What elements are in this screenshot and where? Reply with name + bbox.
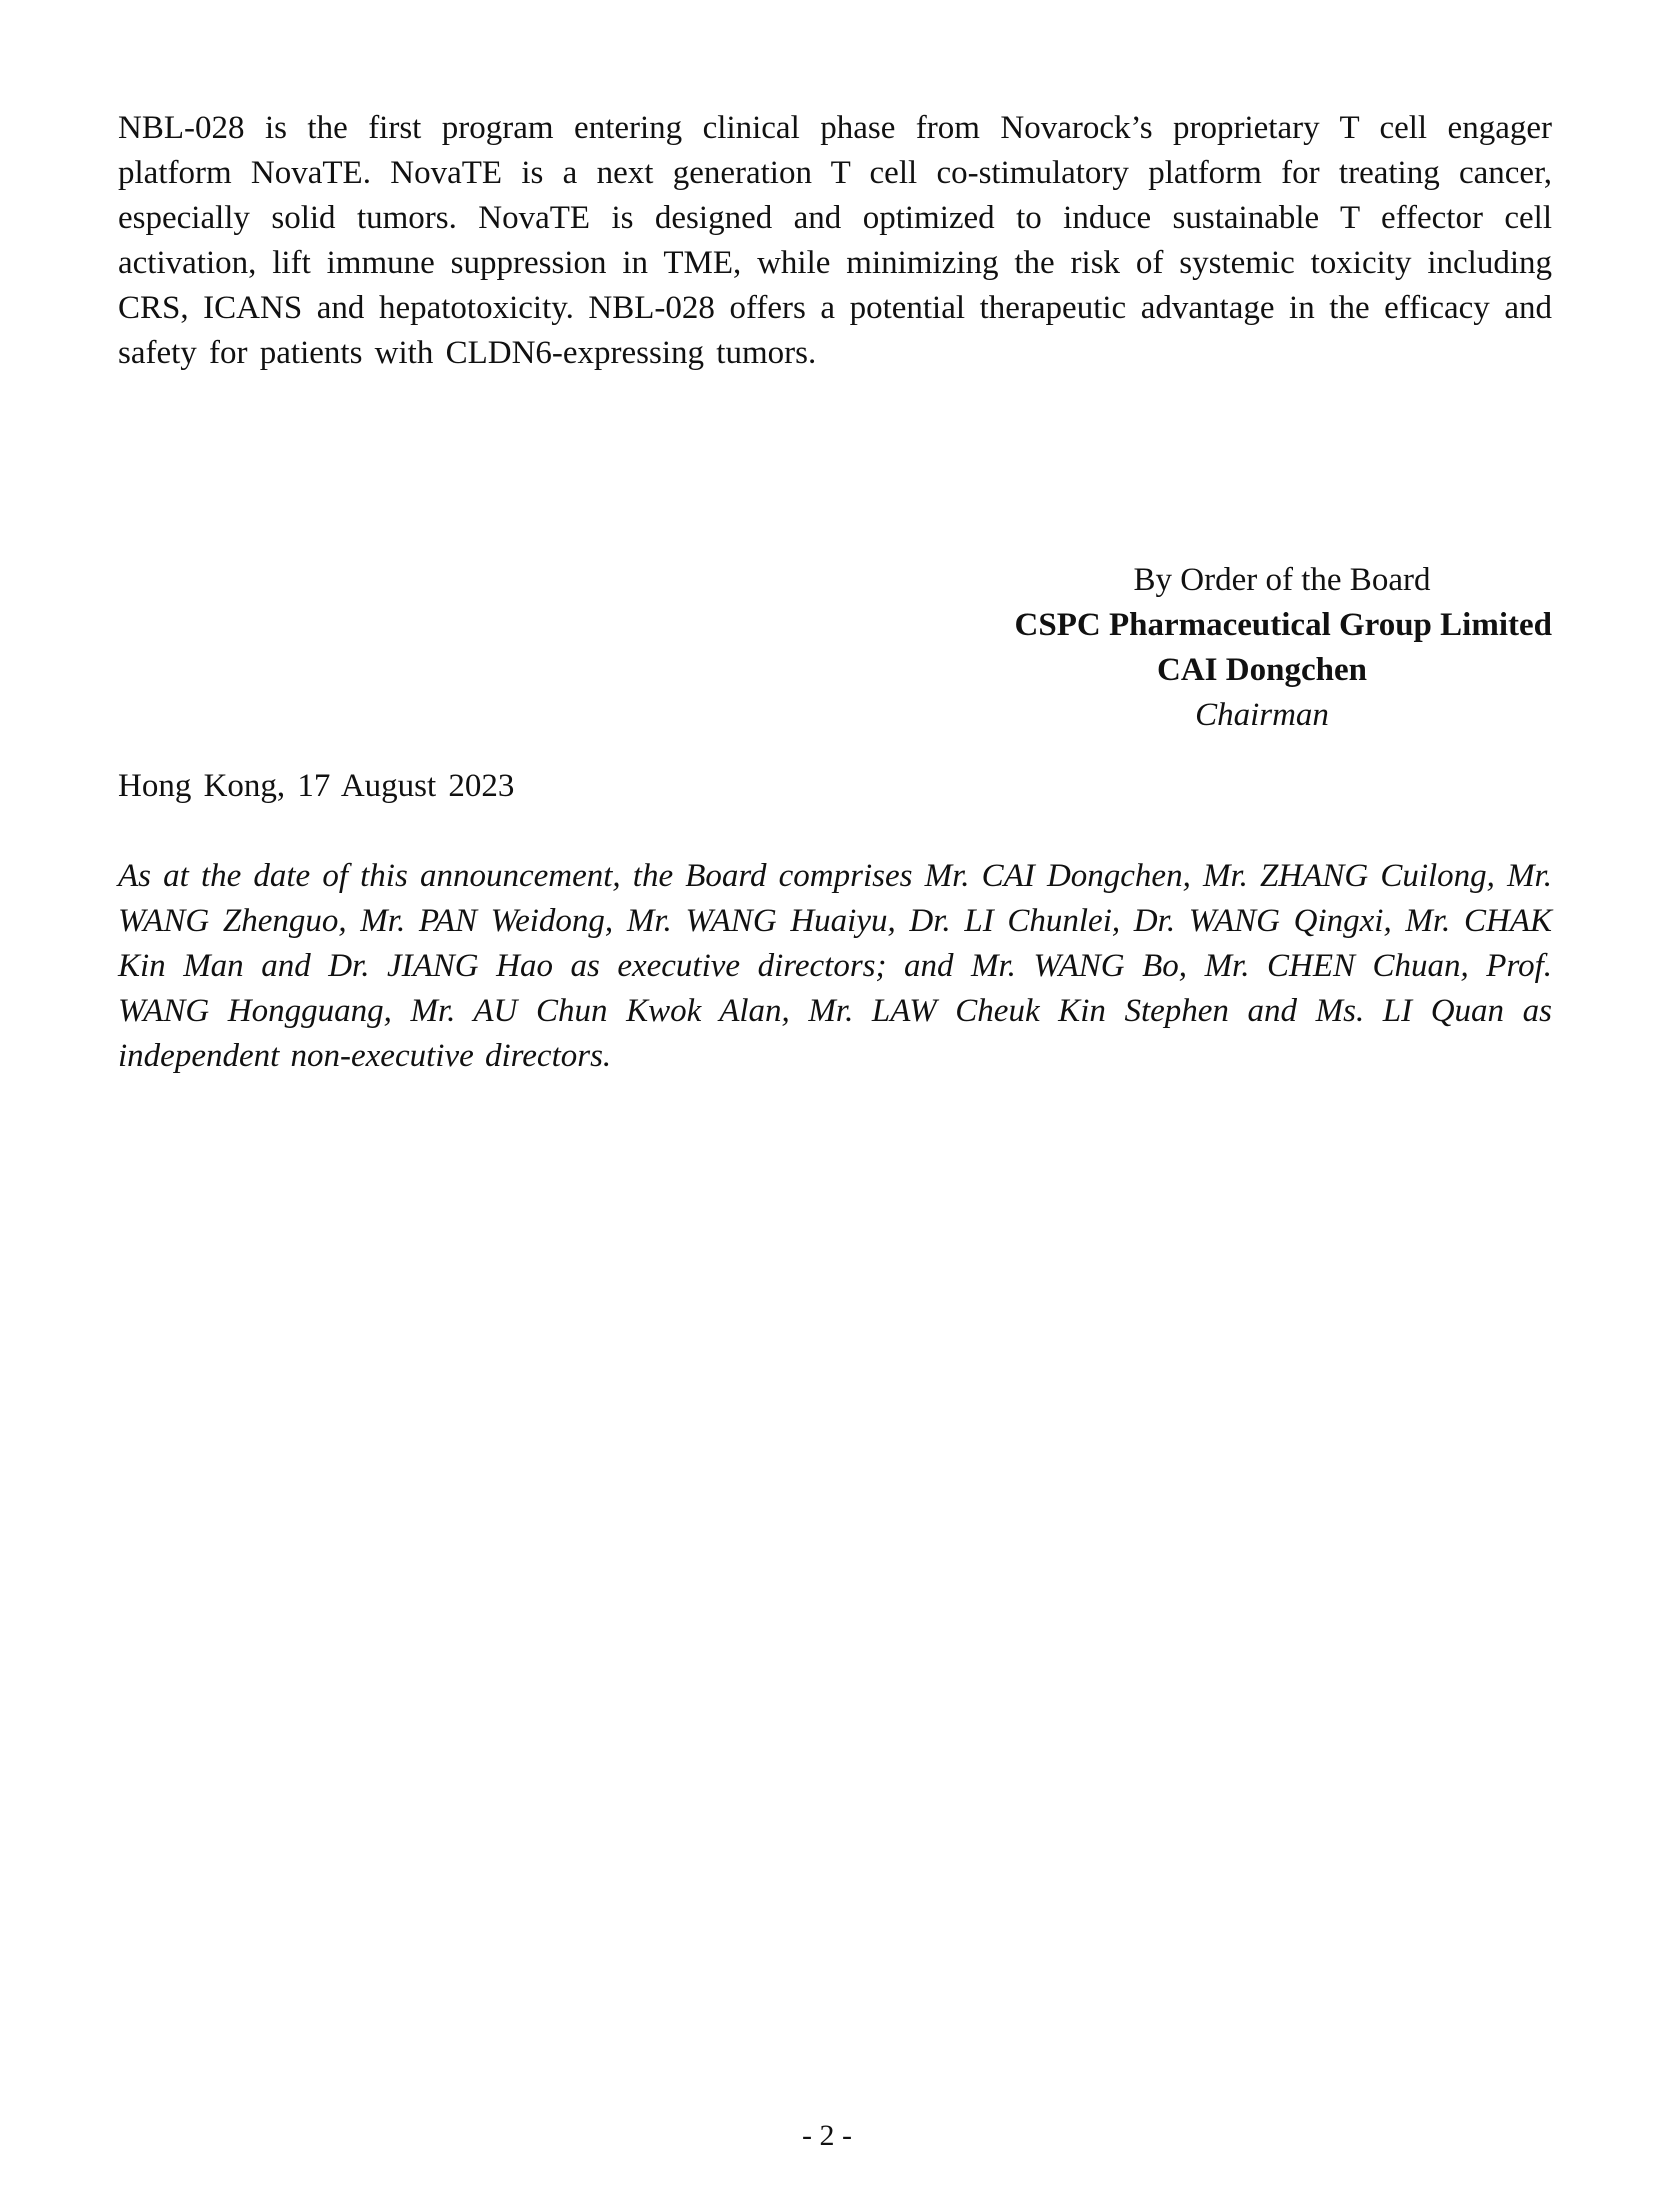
chairman-name: CAI Dongchen (1157, 652, 1367, 688)
order-of-board-line: By Order of the Board (1133, 562, 1431, 598)
company-name: CSPC Pharmaceutical Group Limited (1014, 607, 1552, 643)
page-number: - 2 - (802, 2119, 852, 2152)
document-page (118, 106, 1552, 1074)
body-paragraph: NBL-028 is the first program entering clinical phase from Novarock’s proprietary T cell engager platform NovaTE. NovaTE is a next generation T cell co-stimulatory platform for treating cancer, especially solid tumors. NovaTE is designed and optimized to induce sustainable T effector cell activation, lift immune suppression in TME, while minimizing the risk of systemic toxicity including CRS, ICANS and hepatotoxicity. NBL-028 offers a potential therapeutic advantage in the efficacy and safety for patients with CLDN6-expressing tumors. (118, 110, 1552, 371)
signature-block (952, 558, 1552, 738)
place-and-date: Hong Kong, 17 August 2023 (118, 768, 515, 804)
chairman-title: Chairman (1195, 697, 1329, 733)
board-composition-statement: As at the date of this announcement, the Board comprises Mr. CAI Dongchen, Mr. ZHANG Cuilong, Mr. WANG Zhenguo, Mr. PAN Weidong, Mr. WANG Huaiyu, Dr. LI Chunlei, Dr. WANG Qingxi, Mr. CHAK Kin Man and Dr. JIANG Hao as executive directors; and Mr. WANG Bo, Mr. CHEN Chuan, Prof. WANG Hongguang, Mr. AU Chun Kwok Alan, Mr. LAW Cheuk Kin Stephen and Ms. LI Quan as independent non-executive directors. (118, 858, 1552, 1074)
